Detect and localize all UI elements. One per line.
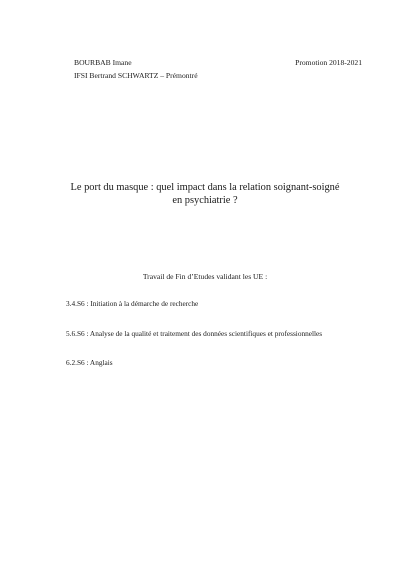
title-line-1: Le port du masque : quel impact dans la relation soignant-soigné bbox=[70, 182, 340, 193]
ue-item-6-2-s6: 6.2.S6 : Anglais bbox=[66, 358, 113, 367]
school-name: IFSI Bertrand SCHWARTZ – Prémontré bbox=[74, 71, 198, 80]
author-name: BOURBAB Imane bbox=[74, 58, 132, 67]
document-title bbox=[40, 181, 370, 207]
validation-intro: Travail de Fin d’Etudes validant les UE : bbox=[142, 272, 268, 281]
title-line-2: en psychiatrie ? bbox=[172, 195, 238, 206]
ue-item-5-6-s6: 5.6.S6 : Analyse de la qualité et traitement des données scientifiques et professionnelles bbox=[66, 329, 323, 338]
promotion-years: Promotion 2018-2021 bbox=[295, 58, 362, 67]
ue-item-3-4-s6: 3.4.S6 : Initiation à la démarche de recherche bbox=[66, 299, 199, 308]
